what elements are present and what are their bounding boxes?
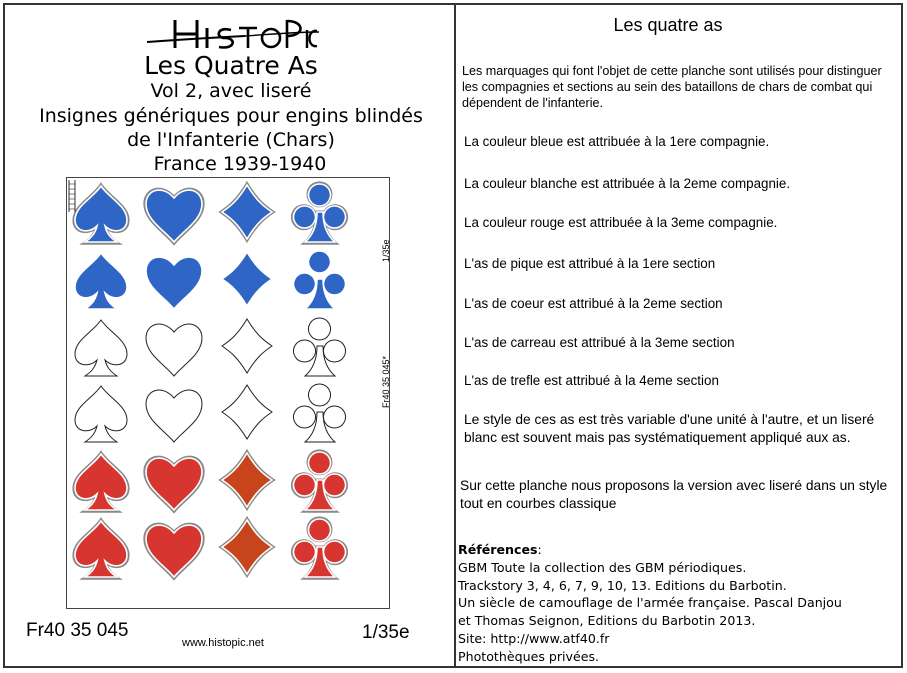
spade-icon xyxy=(75,320,127,376)
club-icon xyxy=(294,384,346,442)
insignia-diamond-row-2 xyxy=(222,252,272,306)
reference-item: Trackstory 3, 4, 6, 7, 9, 10, 13. Editions du Barbotin. xyxy=(458,577,787,593)
sheet-scale-vertical: 1/35e xyxy=(381,239,391,262)
diamond-icon xyxy=(222,252,272,306)
proposal-note: Sur cette planche nous proposons la version avec liseré dans un style tout en courbes classique xyxy=(460,478,888,511)
sheet-description xyxy=(8,104,454,152)
description-line-1: Insignes génériques pour engins blindés xyxy=(39,105,423,127)
style-note: Le style de ces as est très variable d'une unité à l'autre, et un liseré blanc est souvent mais pas systématiquement appliqué aux as. xyxy=(464,412,875,445)
club-icon xyxy=(294,251,346,309)
product-reference: Fr40 35 045 xyxy=(26,620,129,641)
spade-icon xyxy=(75,386,127,442)
insignia-spade-row-5 xyxy=(74,453,128,511)
heart-icon xyxy=(146,324,202,376)
notes-panel xyxy=(458,3,902,668)
product-scale: 1/35e xyxy=(362,622,410,643)
sheet-subtitle: Vol 2, avec liseré xyxy=(150,80,312,102)
references-block xyxy=(458,541,902,666)
insignia-club-row-4 xyxy=(294,384,346,442)
insignia-heart-row-2 xyxy=(146,257,202,309)
insignia-grid xyxy=(67,178,389,608)
rule-heart: L'as de coeur est attribué à la 2eme section xyxy=(464,296,723,311)
insignia-diamond-row-3 xyxy=(222,319,272,373)
rule-blue: La couleur bleue est attribuée à la 1ere compagnie. xyxy=(464,134,770,149)
sheet-ref-vertical: Fr40 35 045* xyxy=(381,355,391,408)
rule-red: La couleur rouge est attribuée à la 3eme compagnie. xyxy=(464,215,778,230)
heart-icon xyxy=(146,525,202,577)
notes-intro: Les marquages qui font l'objet de cette planche sont utilisés pour distinguer les compagnies et sections au sein des bataillons de chars de combat qui dépendent de l'infanterie. xyxy=(462,64,882,110)
sheet-title: Les Quatre As xyxy=(144,51,318,80)
insignia-heart-row-5 xyxy=(145,457,203,511)
club-icon xyxy=(294,184,346,242)
website-link[interactable]: www.histopic.net xyxy=(182,637,264,649)
diamond-icon xyxy=(222,453,272,507)
insignia-diamond-row-4 xyxy=(222,385,272,439)
reference-item: et Thomas Seignon, Editions du Barbotin 2013. xyxy=(458,613,756,629)
rule-spade: L'as de pique est attribué à la 1ere section xyxy=(464,256,716,271)
spade-icon xyxy=(75,253,127,309)
rule-club: L'as de trefle est attribué à la 4eme section xyxy=(464,373,719,388)
insignia-spade-row-2 xyxy=(75,253,127,309)
decal-sheet xyxy=(66,177,390,609)
club-icon xyxy=(294,452,346,510)
club-icon xyxy=(294,519,346,577)
heart-icon xyxy=(146,257,202,309)
diamond-icon xyxy=(222,385,272,439)
spade-icon xyxy=(75,521,127,577)
club-icon xyxy=(294,318,346,376)
reference-item: GBM Toute la collection des GBM périodiques. xyxy=(458,559,747,575)
insignia-club-row-3 xyxy=(294,318,346,376)
rule-diamond: L'as de carreau est attribué à la 3eme section xyxy=(464,335,735,350)
diamond-icon xyxy=(222,185,272,239)
references-colon: : xyxy=(537,542,542,557)
heart-icon xyxy=(146,390,202,442)
insignia-diamond-row-1 xyxy=(221,184,273,240)
heart-icon xyxy=(146,190,202,242)
insignia-club-row-6 xyxy=(292,518,346,578)
insignia-heart-row-3 xyxy=(146,324,202,376)
description-line-2: de l'Infanterie (Chars) xyxy=(127,129,335,151)
spade-icon xyxy=(75,186,127,242)
insignia-club-row-1 xyxy=(292,183,346,243)
reference-item: Un siècle de camouflage de l'armée française. Pascal Danjou xyxy=(458,595,842,611)
spade-icon xyxy=(75,454,127,510)
insignia-spade-row-3 xyxy=(75,320,127,376)
insignia-club-row-2 xyxy=(294,251,346,309)
diamond-icon xyxy=(222,520,272,574)
insignia-diamond-row-6 xyxy=(221,519,273,575)
insignia-spade-row-1 xyxy=(74,185,128,243)
notes-title: Les quatre as xyxy=(613,15,723,35)
histopic-logo xyxy=(145,14,320,52)
column-divider xyxy=(454,3,456,668)
insignia-spade-row-6 xyxy=(74,520,128,578)
date-range: France 1939-1940 xyxy=(153,153,327,175)
heart-icon xyxy=(146,458,202,510)
insignia-heart-row-6 xyxy=(145,524,203,578)
diamond-icon xyxy=(222,319,272,373)
insignia-heart-row-4 xyxy=(146,390,202,442)
insignia-club-row-5 xyxy=(292,451,346,511)
insignia-heart-row-1 xyxy=(145,189,203,243)
reference-item[interactable]: Site: http://www.atf40.fr xyxy=(458,630,610,646)
insignia-spade-row-4 xyxy=(75,386,127,442)
rule-white: La couleur blanche est attribuée à la 2eme compagnie. xyxy=(464,176,791,191)
reference-item: Photothèques privées. xyxy=(458,648,600,664)
references-heading: Références xyxy=(458,542,538,557)
histopic-mini-logo xyxy=(67,178,77,214)
insignia-diamond-row-5 xyxy=(221,452,273,508)
